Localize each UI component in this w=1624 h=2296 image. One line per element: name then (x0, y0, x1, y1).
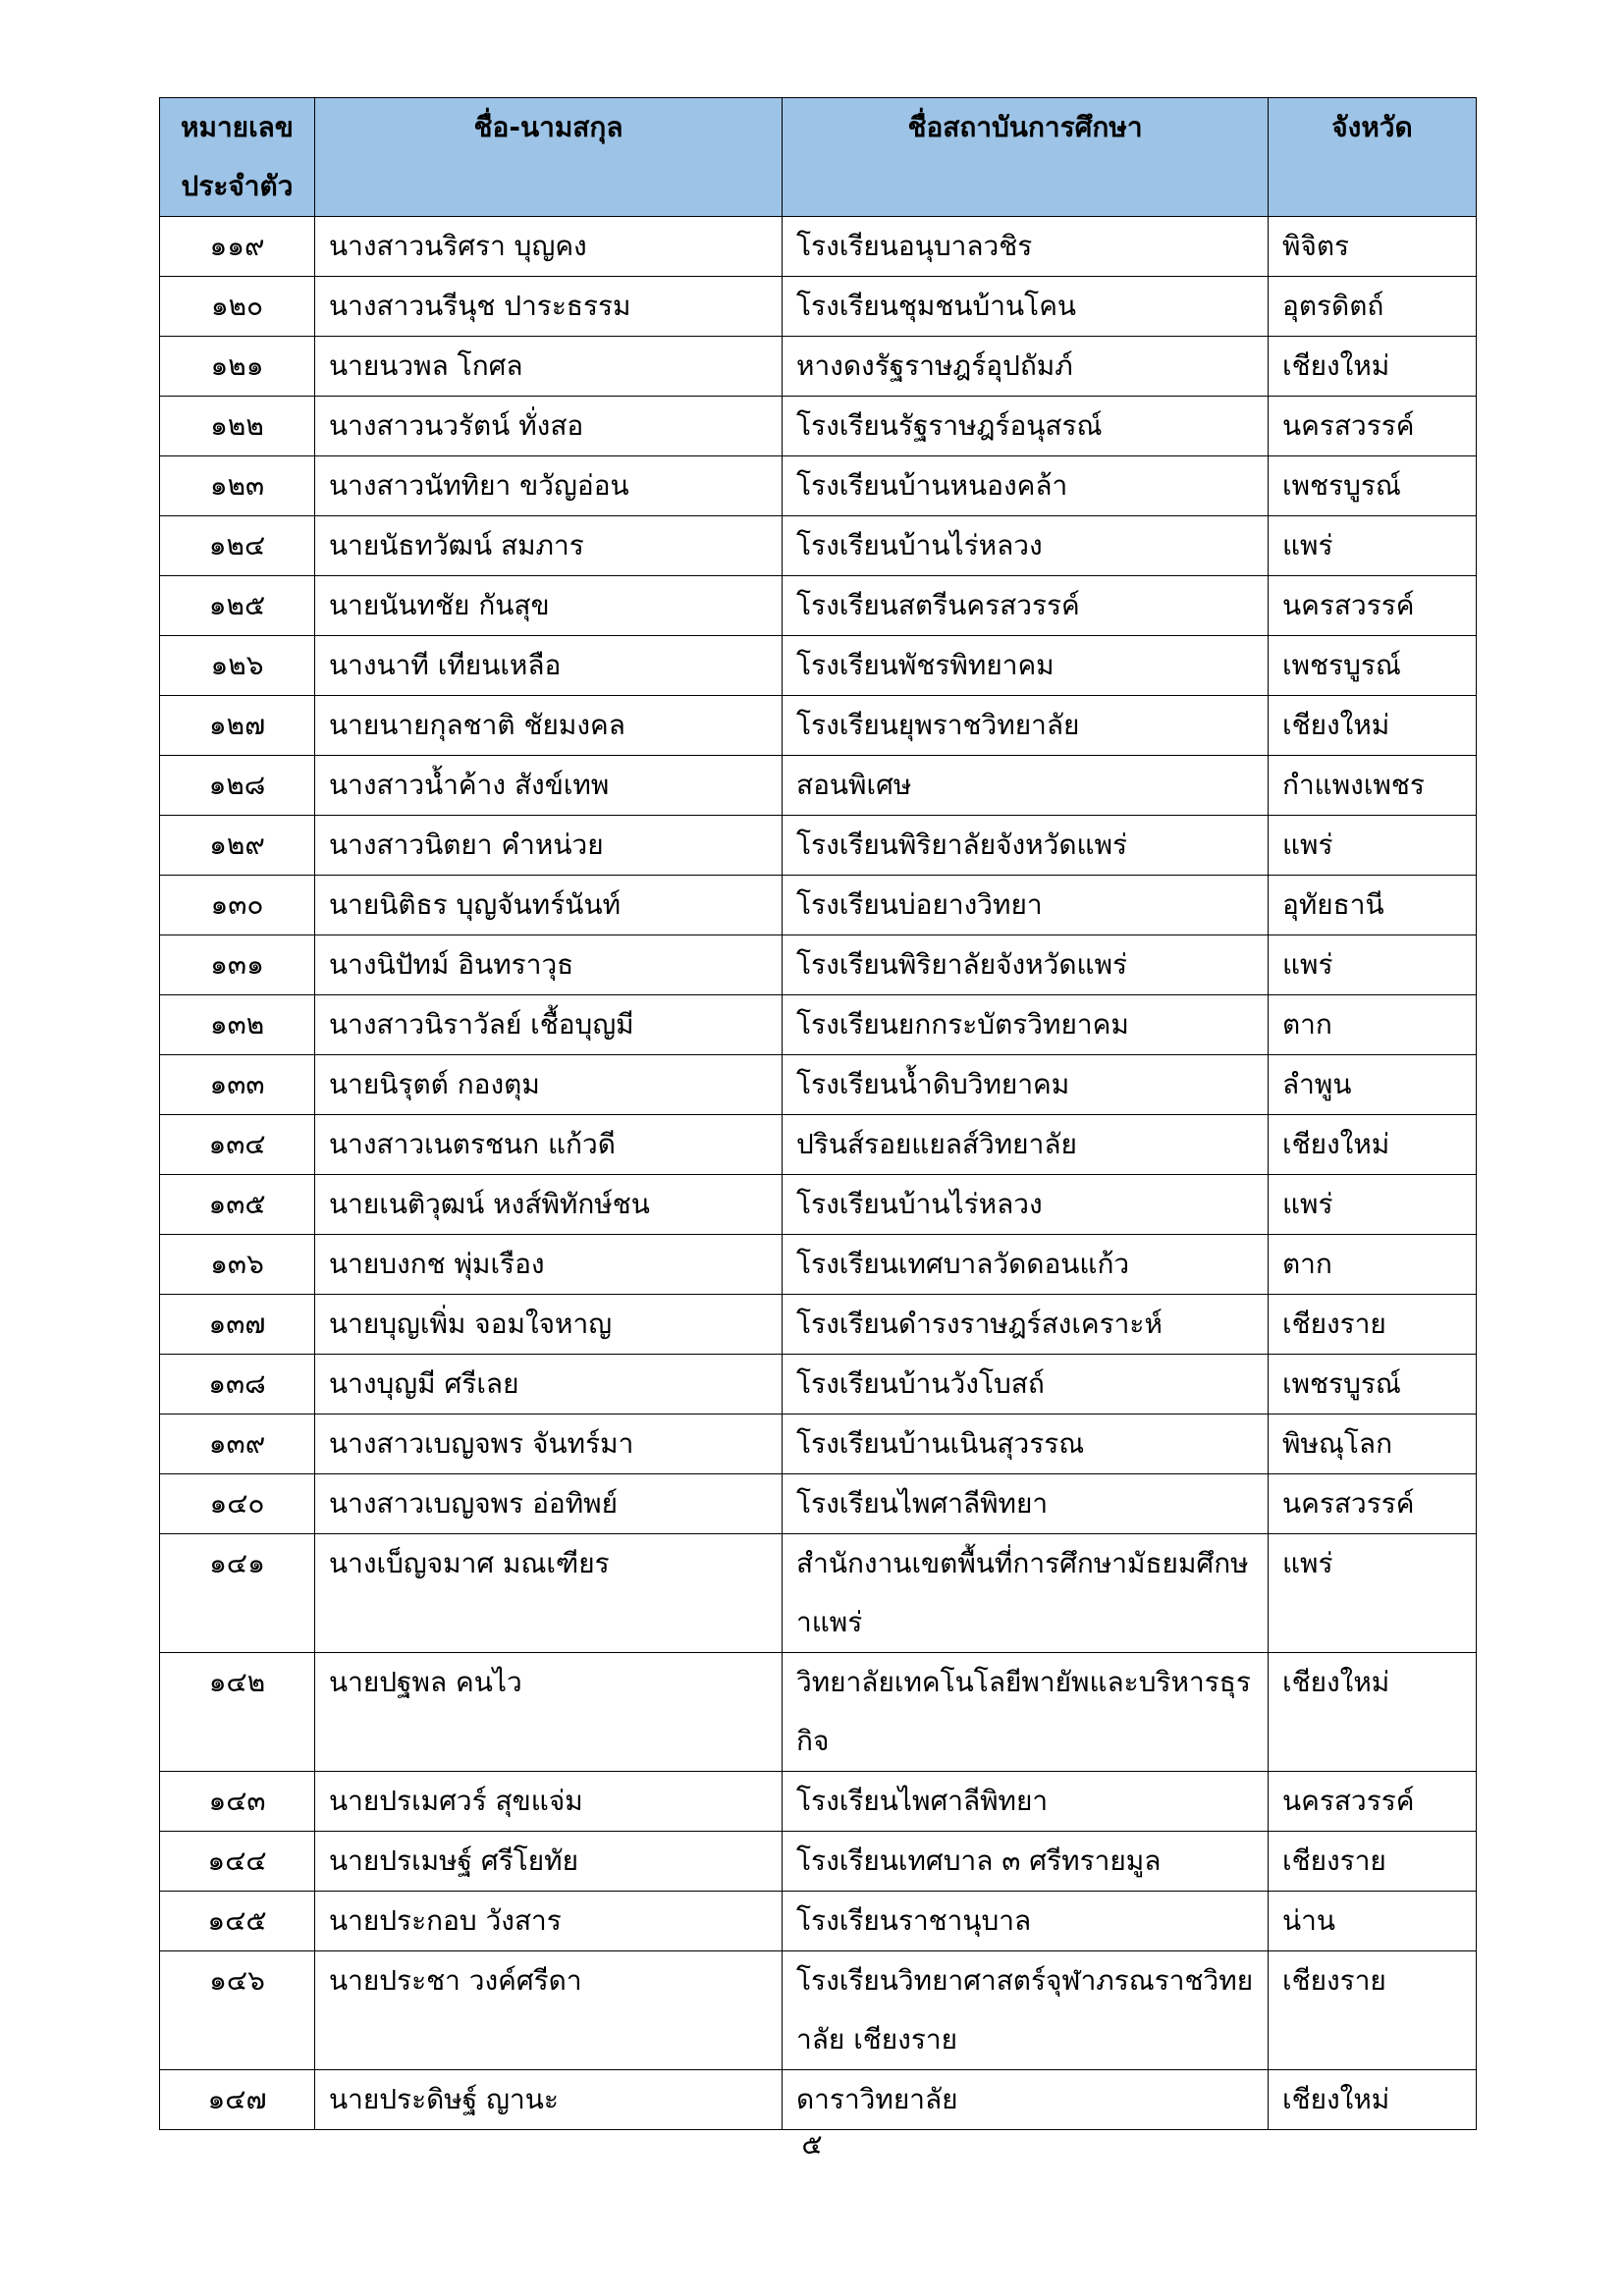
row-id-cell: ๑๓๗ (160, 1295, 315, 1355)
table-row (160, 397, 1477, 456)
row-school-cell: โรงเรียนรัฐราษฎร์อนุสรณ์ (783, 397, 1269, 456)
row-school-cell: โรงเรียนไพศาลีพิทยา (783, 1474, 1269, 1534)
row-name-cell: นางสาวนิราวัลย์ เชื้อบุญมี (315, 995, 783, 1055)
table-row (160, 217, 1477, 277)
table-row (160, 1235, 1477, 1295)
row-name-cell: นายนายกุลชาติ ชัยมงคล (315, 696, 783, 756)
row-school-cell: โรงเรียนราชานุบาล (783, 1892, 1269, 1951)
table-row (160, 1175, 1477, 1235)
table-row (160, 1772, 1477, 1832)
row-province-cell: เพชรบูรณ์ (1269, 1355, 1477, 1415)
row-province-cell: เชียงใหม่ (1269, 696, 1477, 756)
row-school-cell: โรงเรียนพัชรพิทยาคม (783, 636, 1269, 696)
table-row (160, 1653, 1477, 1772)
row-school-cell: โรงเรียนเทศบาล ๓ ศรีทรายมูล (783, 1832, 1269, 1892)
row-school-cell: โรงเรียนชุมชนบ้านโคน (783, 277, 1269, 337)
row-school-cell: โรงเรียนดำรงราษฎร์สงเคราะห์ (783, 1295, 1269, 1355)
row-name-cell: นายนันทชัย กันสุข (315, 576, 783, 636)
table-row (160, 1832, 1477, 1892)
row-province-cell: ตาก (1269, 995, 1477, 1055)
row-name-cell: นายปรเมศวร์ สุขแจ่ม (315, 1772, 783, 1832)
row-province-cell: แพร่ (1269, 1175, 1477, 1235)
row-province-cell: อุตรดิตถ์ (1269, 277, 1477, 337)
row-school-cell: ดาราวิทยาลัย (783, 2070, 1269, 2130)
row-name-cell: นายบุญเพิ่ม จอมใจหาญ (315, 1295, 783, 1355)
row-id-cell: ๑๒๓ (160, 456, 315, 516)
row-school-cell: โรงเรียนพิริยาลัยจังหวัดแพร่ (783, 816, 1269, 876)
row-id-cell: ๑๒๐ (160, 277, 315, 337)
table-row (160, 1355, 1477, 1415)
row-province-cell: กำแพงเพชร (1269, 756, 1477, 816)
row-id-cell: ๑๓๐ (160, 876, 315, 935)
row-id-cell: ๑๓๑ (160, 935, 315, 995)
row-school-cell: โรงเรียนบ่อยางวิทยา (783, 876, 1269, 935)
row-province-cell: แพร่ (1269, 1534, 1477, 1653)
row-province-cell: ตาก (1269, 1235, 1477, 1295)
table-row (160, 456, 1477, 516)
row-name-cell: นายประชา วงค์ศรีดา (315, 1951, 783, 2070)
row-id-cell: ๑๔๑ (160, 1534, 315, 1653)
row-name-cell: นางสาวเนตรชนก แก้วดี (315, 1115, 783, 1175)
table-row (160, 636, 1477, 696)
row-name-cell: นางสาวนัททิยา ขวัญอ่อน (315, 456, 783, 516)
row-school-cell: โรงเรียนวิทยาศาสตร์จุฬาภรณราชวิทยาลัย เชียงราย (783, 1951, 1269, 2070)
header-row (160, 98, 1477, 217)
table-row (160, 2070, 1477, 2130)
row-name-cell: นางสาวนริศรา บุญคง (315, 217, 783, 277)
row-province-cell: เชียงใหม่ (1269, 337, 1477, 397)
row-name-cell: นายปรเมษฐ์ ศรีโยทัย (315, 1832, 783, 1892)
table-row (160, 337, 1477, 397)
row-name-cell: นางเบ็ญจมาศ มณเฑียร (315, 1534, 783, 1653)
row-name-cell: นางบุญมี ศรีเลย (315, 1355, 783, 1415)
row-province-cell: น่าน (1269, 1892, 1477, 1951)
row-province-cell: นครสวรรค์ (1269, 397, 1477, 456)
row-province-cell: แพร่ (1269, 935, 1477, 995)
table-row (160, 876, 1477, 935)
table-row (160, 756, 1477, 816)
row-province-cell: เพชรบูรณ์ (1269, 636, 1477, 696)
row-school-cell: โรงเรียนบ้านเนินสุวรรณ (783, 1415, 1269, 1474)
row-id-cell: ๑๒๖ (160, 636, 315, 696)
header-id (160, 98, 315, 217)
row-id-cell: ๑๑๙ (160, 217, 315, 277)
row-school-cell: โรงเรียนบ้านวังโบสถ์ (783, 1355, 1269, 1415)
row-school-cell: โรงเรียนบ้านไร่หลวง (783, 516, 1269, 576)
row-province-cell: พิจิตร (1269, 217, 1477, 277)
table-row (160, 1055, 1477, 1115)
row-id-cell: ๑๔๗ (160, 2070, 315, 2130)
row-province-cell: นครสวรรค์ (1269, 1772, 1477, 1832)
row-school-cell: โรงเรียนน้ำดิบวิทยาคม (783, 1055, 1269, 1115)
row-school-cell: สอนพิเศษ (783, 756, 1269, 816)
header-school: ชื่อสถาบันการศึกษา (783, 98, 1269, 217)
table-row (160, 1115, 1477, 1175)
row-id-cell: ๑๔๒ (160, 1653, 315, 1772)
row-id-cell: ๑๓๓ (160, 1055, 315, 1115)
roster-table-header (160, 98, 1477, 217)
row-name-cell: นางสาวนวรัตน์ ทั่งสอ (315, 397, 783, 456)
row-id-cell: ๑๒๕ (160, 576, 315, 636)
row-id-cell: ๑๔๐ (160, 1474, 315, 1534)
row-school-cell: โรงเรียนเทศบาลวัดดอนแก้ว (783, 1235, 1269, 1295)
row-province-cell: เชียงใหม่ (1269, 1653, 1477, 1772)
roster-table (159, 97, 1477, 2130)
row-province-cell: เชียงราย (1269, 1295, 1477, 1355)
row-province-cell: เชียงใหม่ (1269, 2070, 1477, 2130)
row-school-cell: โรงเรียนยุพราชวิทยาลัย (783, 696, 1269, 756)
row-school-cell: โรงเรียนบ้านหนองคล้า (783, 456, 1269, 516)
row-id-cell: ๑๔๔ (160, 1832, 315, 1892)
row-name-cell: นางสาวนิตยา คำหน่วย (315, 816, 783, 876)
row-name-cell: นายนิรุตต์ กองตุม (315, 1055, 783, 1115)
row-name-cell: นายปฐพล คนไว (315, 1653, 783, 1772)
row-id-cell: ๑๓๙ (160, 1415, 315, 1474)
row-province-cell: นครสวรรค์ (1269, 576, 1477, 636)
table-row (160, 277, 1477, 337)
row-name-cell: นางนิปัทม์ อินทราวุธ (315, 935, 783, 995)
row-province-cell: เชียงราย (1269, 1832, 1477, 1892)
row-province-cell: พิษณุโลก (1269, 1415, 1477, 1474)
row-school-cell: หางดงรัฐราษฎร์อุปถัมภ์ (783, 337, 1269, 397)
table-row (160, 516, 1477, 576)
roster-table-body (160, 217, 1477, 2130)
table-row (160, 1951, 1477, 2070)
row-id-cell: ๑๓๔ (160, 1115, 315, 1175)
row-id-cell: ๑๒๒ (160, 397, 315, 456)
row-province-cell: เชียงราย (1269, 1951, 1477, 2070)
table-row (160, 576, 1477, 636)
row-id-cell: ๑๔๓ (160, 1772, 315, 1832)
row-name-cell: นายเนติวุฒน์ หงส์พิทักษ์ชน (315, 1175, 783, 1235)
table-row (160, 1534, 1477, 1653)
table-row (160, 1415, 1477, 1474)
row-school-cell: โรงเรียนยกกระบัตรวิทยาคม (783, 995, 1269, 1055)
row-province-cell: แพร่ (1269, 516, 1477, 576)
row-school-cell: โรงเรียนสตรีนครสวรรค์ (783, 576, 1269, 636)
table-row (160, 935, 1477, 995)
row-school-cell: วิทยาลัยเทคโนโลยีพายัพและบริหารธุรกิจ (783, 1653, 1269, 1772)
row-name-cell: นายนัธทวัฒน์ สมภาร (315, 516, 783, 576)
row-id-cell: ๑๓๖ (160, 1235, 315, 1295)
row-name-cell: นายประกอบ วังสาร (315, 1892, 783, 1951)
row-school-cell: สำนักงานเขตพื้นที่การศึกษามัธยมศึกษาแพร่ (783, 1534, 1269, 1653)
row-province-cell: เชียงใหม่ (1269, 1115, 1477, 1175)
row-id-cell: ๑๒๑ (160, 337, 315, 397)
row-id-cell: ๑๓๒ (160, 995, 315, 1055)
row-name-cell: นางสาวเบญจพร อ่อทิพย์ (315, 1474, 783, 1534)
table-row (160, 696, 1477, 756)
row-school-cell: โรงเรียนไพศาลีพิทยา (783, 1772, 1269, 1832)
table-row (160, 1295, 1477, 1355)
row-id-cell: ๑๓๘ (160, 1355, 315, 1415)
header-id-line1: หมายเลข (181, 111, 294, 143)
row-name-cell: นางนาที เทียนเหลือ (315, 636, 783, 696)
table-row (160, 1892, 1477, 1951)
header-id-line2: ประจำตัว (181, 170, 294, 202)
table-row (160, 1474, 1477, 1534)
row-id-cell: ๑๒๗ (160, 696, 315, 756)
header-province: จังหวัด (1269, 98, 1477, 217)
row-name-cell: นางสาวน้ำค้าง สังข์เทพ (315, 756, 783, 816)
row-name-cell: นางสาวเบญจพร จันทร์มา (315, 1415, 783, 1474)
row-id-cell: ๑๔๖ (160, 1951, 315, 2070)
row-name-cell: นายประดิษฐ์ ญานะ (315, 2070, 783, 2130)
header-name: ชื่อ-นามสกุล (315, 98, 783, 217)
row-name-cell: นางสาวนรีนุช ปาระธรรม (315, 277, 783, 337)
row-province-cell: นครสวรรค์ (1269, 1474, 1477, 1534)
row-school-cell: โรงเรียนอนุบาลวชิร (783, 217, 1269, 277)
table-row (160, 995, 1477, 1055)
row-province-cell: ลำพูน (1269, 1055, 1477, 1115)
row-id-cell: ๑๓๕ (160, 1175, 315, 1235)
row-school-cell: โรงเรียนบ้านไร่หลวง (783, 1175, 1269, 1235)
row-id-cell: ๑๒๘ (160, 756, 315, 816)
table-row (160, 816, 1477, 876)
row-id-cell: ๑๒๙ (160, 816, 315, 876)
row-name-cell: นายบงกช พุ่มเรือง (315, 1235, 783, 1295)
row-province-cell: แพร่ (1269, 816, 1477, 876)
row-province-cell: เพชรบูรณ์ (1269, 456, 1477, 516)
row-name-cell: นายนวพล โกศล (315, 337, 783, 397)
row-province-cell: อุทัยธานี (1269, 876, 1477, 935)
page-number: ๕ (801, 2128, 823, 2161)
row-name-cell: นายนิติธร บุญจันทร์นันท์ (315, 876, 783, 935)
row-school-cell: โรงเรียนพิริยาลัยจังหวัดแพร่ (783, 935, 1269, 995)
row-id-cell: ๑๔๕ (160, 1892, 315, 1951)
row-school-cell: ปรินส์รอยแยลส์วิทยาลัย (783, 1115, 1269, 1175)
row-id-cell: ๑๒๔ (160, 516, 315, 576)
